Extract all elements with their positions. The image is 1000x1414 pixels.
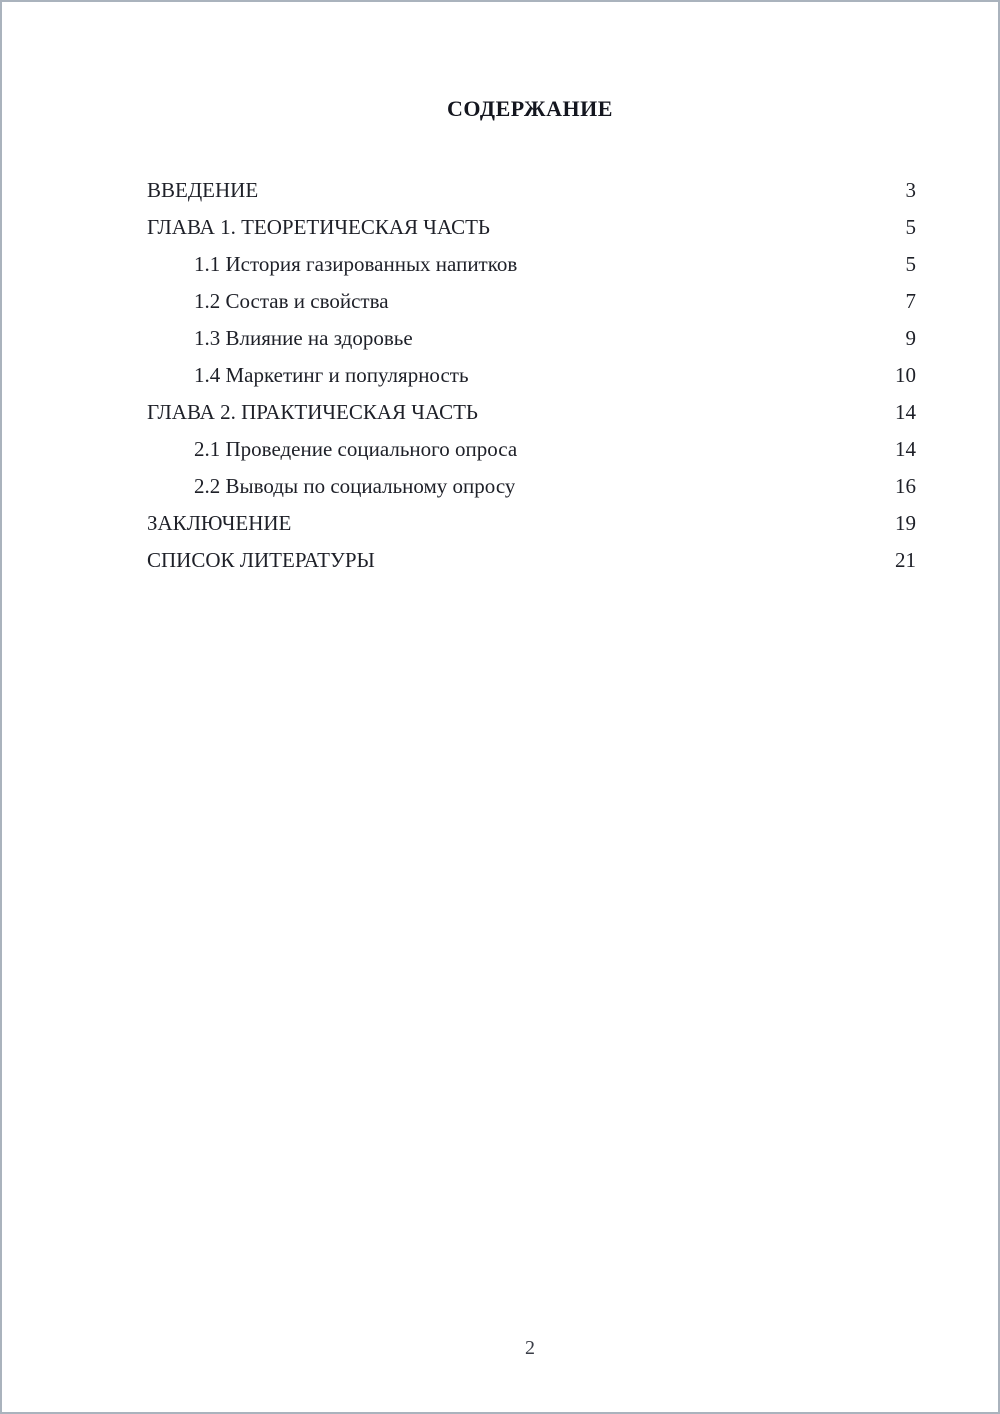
toc-entry-label: ВВЕДЕНИЕ — [147, 178, 259, 202]
toc-entry-page: 9 — [905, 326, 916, 350]
toc-entry — [147, 283, 916, 320]
toc-entry — [147, 357, 916, 394]
toc-entry-page: 14 — [895, 400, 916, 424]
toc-entry-page: 14 — [895, 437, 916, 461]
toc-entry-page: 5 — [905, 252, 916, 276]
toc-entry-label: 2.2 Выводы по социальному опросу — [194, 474, 516, 498]
toc-entry-label: ГЛАВА 1. ТЕОРЕТИЧЕСКАЯ ЧАСТЬ — [147, 215, 490, 239]
toc-entry-label: ЗАКЛЮЧЕНИЕ — [147, 511, 292, 535]
toc-entry-label: 1.2 Состав и свойства — [194, 289, 389, 313]
toc-entry-page: 21 — [895, 548, 916, 572]
toc-entry-page: 19 — [895, 511, 916, 535]
page-title: СОДЕРЖАНИЕ — [447, 96, 613, 121]
toc-entry-page: 5 — [905, 215, 916, 239]
toc-entry-page: 7 — [905, 289, 916, 313]
toc-entry — [147, 172, 916, 209]
toc-entry — [147, 468, 916, 505]
toc-entry-label: СПИСОК ЛИТЕРАТУРЫ — [147, 548, 375, 572]
toc-entry — [147, 320, 916, 357]
page-number: 2 — [525, 1337, 535, 1359]
toc-entry-label: 2.1 Проведение социального опроса — [194, 437, 518, 461]
toc-entry — [147, 431, 916, 468]
toc-entry — [147, 394, 916, 431]
toc-entry — [147, 209, 916, 246]
table-of-contents — [147, 172, 916, 579]
toc-entry — [147, 505, 916, 542]
toc-entry — [147, 246, 916, 283]
toc-entry — [147, 542, 916, 579]
toc-entry-page: 16 — [895, 474, 916, 498]
toc-entry-label: 1.3 Влияние на здоровье — [194, 326, 413, 350]
toc-entry-label: ГЛАВА 2. ПРАКТИЧЕСКАЯ ЧАСТЬ — [147, 400, 478, 424]
toc-entry-page: 10 — [895, 363, 916, 387]
toc-entry-page: 3 — [905, 178, 916, 202]
toc-entry-label: 1.4 Маркетинг и популярность — [194, 363, 469, 387]
toc-entry-label: 1.1 История газированных напитков — [194, 252, 518, 276]
